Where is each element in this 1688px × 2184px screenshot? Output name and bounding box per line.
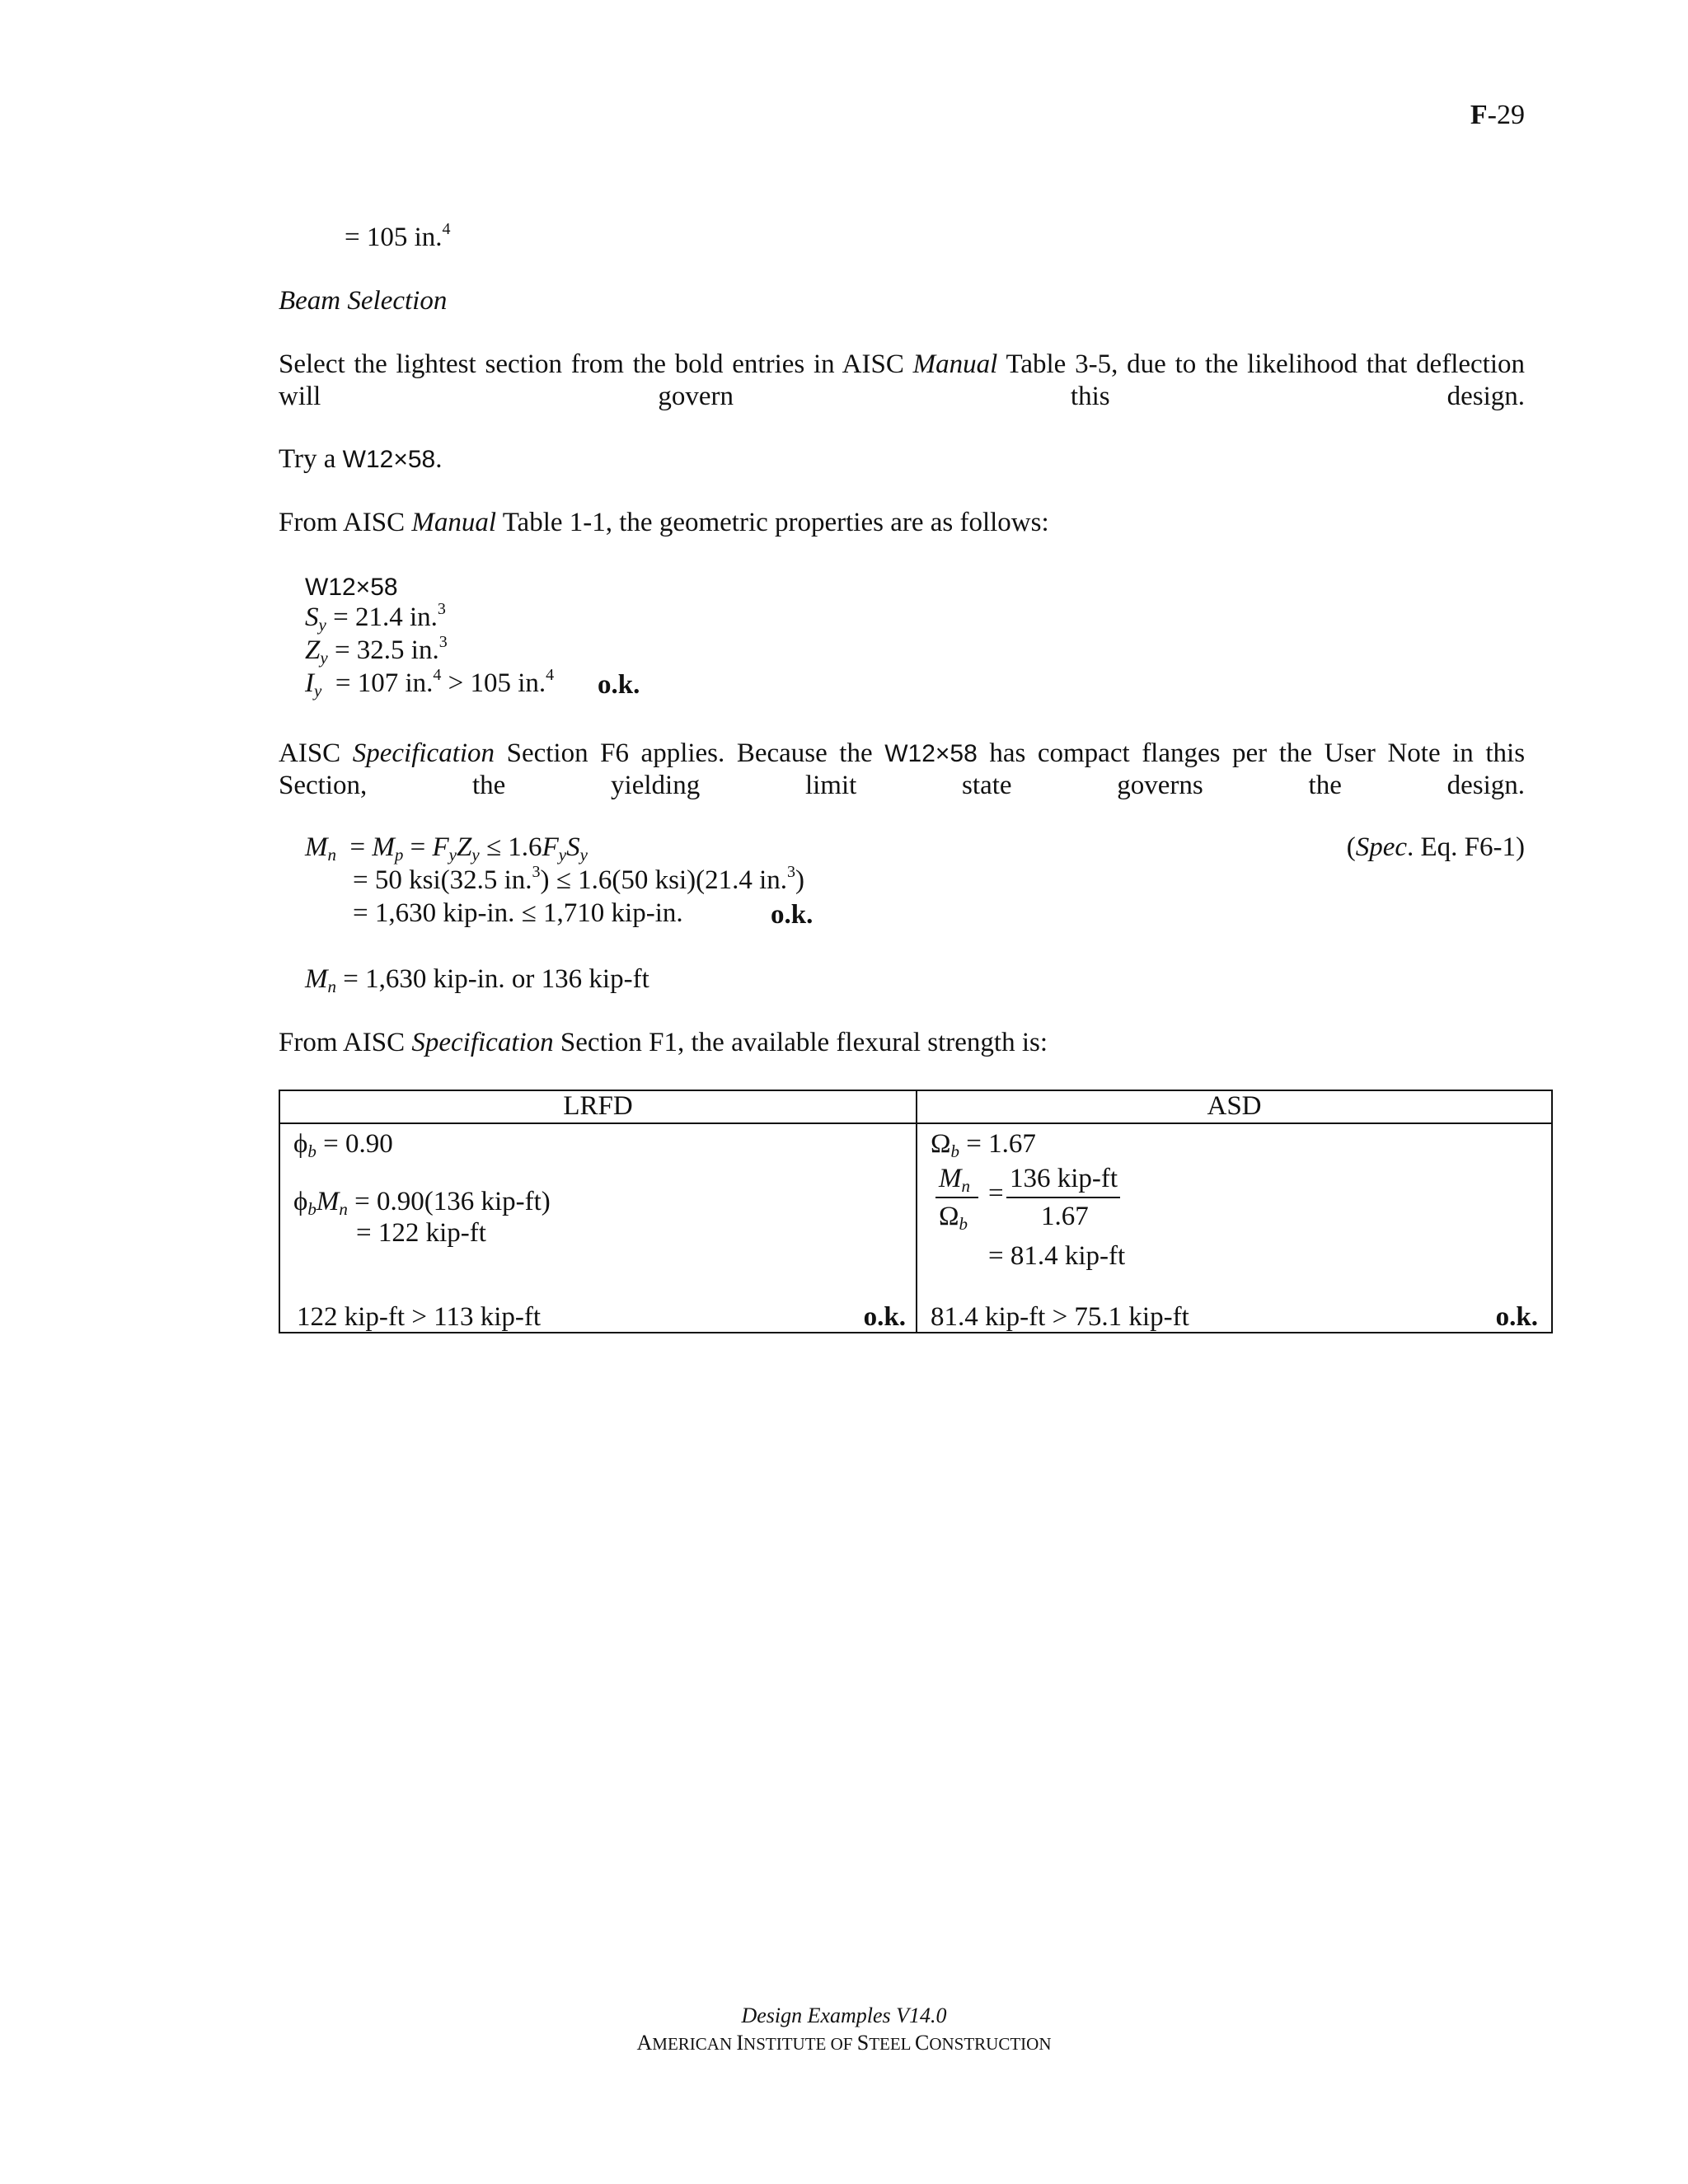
iy-compare: > 105 in. — [448, 668, 546, 698]
eq-ref-spec: Spec — [1355, 832, 1407, 862]
property-sy — [305, 602, 446, 634]
asd-frac-numerator — [939, 1164, 970, 1195]
iy-exponent: 4 — [433, 666, 442, 684]
eq-equals: = — [349, 832, 366, 862]
eq-line2-c: ) — [795, 865, 805, 895]
asd-frac-m: M — [939, 1164, 962, 1193]
eq-ref-open: ( — [1346, 832, 1356, 862]
sy-symbol: S — [305, 602, 319, 632]
asd-frac-equals: = — [988, 1179, 1004, 1208]
eq-le: ≤ 1.6 — [485, 832, 542, 862]
lrfd-phimn-m: M — [316, 1187, 340, 1216]
f6-specification: Specification — [352, 738, 495, 768]
eq-line2-exp1: 3 — [532, 863, 541, 881]
try-section-line — [279, 444, 442, 476]
f1-text-2: Section F1, the available flexural strength is: — [560, 1028, 1048, 1057]
asd-frac-bar-left — [935, 1197, 978, 1198]
f6-text-2: Section F6 applies. Because the — [506, 738, 873, 768]
table-body-row — [279, 1123, 1552, 1333]
lrfd-phimn-n: n — [339, 1199, 348, 1219]
page-number — [1470, 99, 1525, 131]
f1-paragraph — [279, 1028, 1048, 1059]
eq-mn-sub: n — [327, 845, 336, 865]
footer-org-d: NSTITUTE OF — [743, 2034, 857, 2054]
asd-omega-sub: b — [950, 1141, 960, 1161]
iy-ok: o.k. — [598, 670, 640, 700]
asd-frac-n: n — [961, 1176, 970, 1196]
asd-header: ASD — [917, 1090, 1552, 1123]
asd-rhs-numerator: 136 kip-ft — [1010, 1164, 1118, 1193]
footer-org-f: TEEL — [869, 2034, 915, 2054]
lrfd-phi: ϕ — [293, 1129, 308, 1159]
f1-specification: Specification — [411, 1028, 554, 1057]
lrfd-phimn-result: = 122 kip-ft — [356, 1218, 486, 1248]
footer-org-b: MERICAN — [652, 2034, 737, 2054]
try-period: . — [435, 444, 443, 474]
asd-frac-denominator — [939, 1202, 968, 1233]
footer-organization — [0, 2030, 1688, 2057]
required-moment-exponent: 4 — [442, 220, 451, 238]
asd-frac-b: b — [959, 1214, 968, 1234]
lrfd-phi-sub: b — [307, 1141, 316, 1161]
table-header-row — [279, 1090, 1552, 1123]
result-mn-sub: n — [327, 977, 336, 996]
lrfd-ok: o.k. — [863, 1302, 906, 1332]
asd-rhs-denominator: 1.67 — [1041, 1202, 1089, 1231]
asd-frac-bar-right — [1006, 1197, 1120, 1198]
nominal-moment-result — [305, 964, 649, 996]
required-moment-value: = 105 in. — [345, 223, 443, 252]
equation-line-2 — [353, 865, 804, 897]
f6-paragraph — [279, 738, 1525, 834]
zy-subscript: y — [320, 648, 328, 668]
page-number-value: -29 — [1487, 100, 1525, 130]
eq-fy: F — [432, 832, 449, 862]
try-text: Try a — [279, 444, 336, 474]
select-paragraph-text-1: Select the lightest section from the bold entries in AISC — [279, 349, 904, 379]
sy-exponent: 3 — [437, 600, 446, 618]
lrfd-asd-table — [279, 1090, 1553, 1333]
select-section-paragraph — [279, 349, 1525, 445]
f6-text-3: has compact flanges per the User Note in this Section, the yielding limit state governs the design. — [279, 738, 1526, 800]
f6-section-name: W12×58 — [884, 740, 978, 767]
required-moment-of-inertia — [345, 220, 451, 254]
lrfd-phimn-phi: ϕ — [293, 1187, 308, 1216]
property-zy — [305, 635, 448, 667]
f6-text-1: AISC — [279, 738, 341, 768]
footer-title: Design Examples V14.0 — [741, 2004, 947, 2027]
lrfd-phi-value: = 0.90 — [323, 1129, 393, 1159]
eq-zy-sub: y — [471, 845, 480, 865]
footer-org-e: S — [856, 2031, 870, 2055]
geometric-intro-manual: Manual — [411, 508, 497, 537]
asd-ok: o.k. — [1495, 1302, 1538, 1332]
asd-result: = 81.4 kip-ft — [988, 1241, 1126, 1271]
equation-line-3: = 1,630 kip-in. ≤ 1,710 kip-in. — [353, 898, 683, 928]
equation-ok: o.k. — [771, 900, 814, 930]
geometric-intro-text-1: From AISC — [279, 508, 406, 537]
eq-mp: M — [372, 832, 395, 862]
equation-line-1 — [305, 832, 588, 864]
asd-omega-value: = 1.67 — [966, 1129, 1036, 1159]
eq-fy-sub: y — [448, 845, 457, 865]
footer-org-g: C — [914, 2031, 930, 2055]
lrfd-cell — [279, 1123, 917, 1333]
eq-line2-b: ) ≤ 1.6(50 ksi)(21.4 in. — [540, 865, 788, 895]
lrfd-phimn-line — [293, 1187, 551, 1218]
sy-subscript: y — [318, 615, 326, 635]
footer-org-c: I — [736, 2031, 744, 2055]
section-heading-beam-selection: Beam Selection — [279, 286, 448, 316]
asd-omega: Ω — [931, 1129, 951, 1159]
property-section-name: W12×58 — [305, 574, 398, 601]
asd-frac-omega: Ω — [939, 1202, 959, 1231]
eq-sy: S — [566, 832, 580, 862]
lrfd-header: LRFD — [279, 1090, 917, 1123]
geometric-properties-intro — [279, 508, 1049, 539]
asd-omega-line — [931, 1129, 1036, 1160]
try-section-name: W12×58 — [342, 446, 436, 473]
iy-subscript: y — [314, 681, 322, 701]
f1-text-1: From AISC — [279, 1028, 406, 1057]
zy-symbol: Z — [305, 635, 321, 665]
result-value: = 1,630 kip-in. or 136 kip-ft — [343, 964, 649, 994]
asd-check: 81.4 kip-ft > 75.1 kip-ft — [931, 1302, 1189, 1332]
equation-reference — [1347, 832, 1525, 864]
eq-ref-rest: . Eq. F6-1) — [1407, 832, 1525, 862]
property-iy — [305, 668, 554, 700]
eq-fy2-sub: y — [558, 845, 567, 865]
lrfd-phimn-value: = 0.90(136 kip-ft) — [354, 1187, 551, 1216]
lrfd-phi-line — [293, 1129, 393, 1160]
iy-symbol: I — [305, 668, 314, 698]
eq-line2-a: = 50 ksi(32.5 in. — [353, 865, 532, 895]
eq-zy: Z — [457, 832, 472, 862]
result-mn: M — [305, 964, 328, 994]
eq-fy2: F — [542, 832, 559, 862]
zy-value: = 32.5 in. — [334, 635, 439, 665]
page-number-prefix: F — [1470, 100, 1488, 130]
eq-sy-sub: y — [579, 845, 588, 865]
eq-mp-sub: p — [394, 845, 404, 865]
footer-org-h: ONSTRUCTION — [929, 2034, 1052, 2054]
lrfd-phimn-b: b — [307, 1199, 316, 1219]
lrfd-check: 122 kip-ft > 113 kip-ft — [297, 1302, 542, 1332]
asd-cell — [917, 1123, 1552, 1333]
zy-exponent: 3 — [438, 633, 448, 651]
sy-value: = 21.4 in. — [333, 602, 438, 632]
eq-equals-2: = — [410, 832, 426, 862]
select-paragraph-text-2: Table 3-5, due to the likelihood that deflection will govern this design. — [279, 349, 1525, 411]
geometric-intro-text-2: Table 1-1, the geometric properties are as follows: — [502, 508, 1049, 537]
select-paragraph-manual: Manual — [912, 349, 998, 379]
iy-compare-exponent: 4 — [546, 666, 555, 684]
iy-value: = 107 in. — [335, 668, 434, 698]
eq-line2-exp2: 3 — [787, 863, 796, 881]
eq-mn: M — [305, 832, 328, 862]
footer-org-a: A — [636, 2031, 653, 2055]
